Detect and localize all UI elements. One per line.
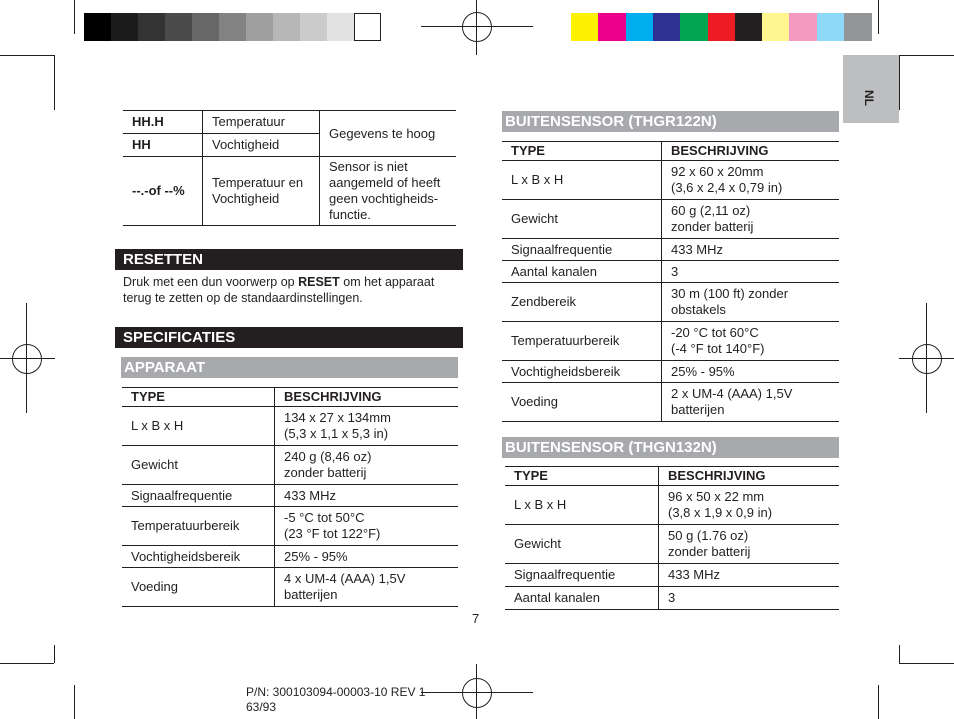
registration-mark-top — [462, 12, 492, 42]
color-swatch — [300, 13, 327, 41]
spec-type: Temperatuurbereik — [502, 322, 662, 361]
spec-value-line2: obstakels — [671, 302, 726, 317]
spec-value — [275, 485, 459, 507]
spec-value-line2: (3,8 x 1,9 x 0,9 in) — [668, 505, 773, 520]
spec-value — [662, 383, 840, 422]
spec-value — [275, 407, 459, 446]
col-header-description: BESCHRIJVING — [275, 388, 459, 407]
table-row — [122, 446, 458, 485]
status-code-table — [123, 110, 456, 226]
table-header-row — [502, 142, 839, 161]
table-row — [123, 111, 456, 134]
spec-value-line1: 433 MHz — [671, 241, 724, 257]
status-label: Vochtigheid — [203, 134, 320, 157]
spec-value-line1: 25% - 95% — [284, 548, 348, 564]
col-header-type: TYPE — [505, 467, 659, 486]
color-swatch — [354, 13, 381, 41]
spec-value-line1: 30 m (100 ft) zonder — [671, 286, 789, 301]
device-spec-table — [122, 387, 458, 607]
spec-value-line2: batterijen — [284, 587, 338, 602]
sheet-number: 63/93 — [246, 700, 277, 714]
spec-value-line2: batterijen — [671, 402, 725, 417]
table-row — [505, 564, 839, 587]
spec-value-line1: 433 MHz — [668, 567, 721, 582]
color-swatch — [111, 13, 138, 41]
status-code: --.-of --% — [123, 157, 203, 226]
color-swatch — [165, 13, 192, 41]
page-number: 7 — [472, 611, 480, 626]
spec-value-line1: 134 x 27 x 134mm — [284, 410, 391, 425]
table-row — [502, 261, 839, 283]
status-code: HH.H — [123, 111, 203, 134]
spec-value-line1: 4 x UM-4 (AAA) 1,5V — [284, 571, 406, 586]
spec-value-line2: zonder batterij — [668, 544, 751, 559]
language-tab — [843, 55, 899, 123]
spec-type: Gewicht — [505, 525, 659, 564]
specifications-heading: SPECIFICATIES — [115, 327, 463, 348]
spec-value — [662, 361, 840, 383]
spec-value — [662, 239, 840, 261]
spec-value-line1: 25% - 95% — [671, 363, 735, 379]
spec-value — [662, 200, 840, 239]
spec-value — [275, 546, 459, 568]
spec-value-line1: 92 x 60 x 20mm — [671, 164, 764, 179]
spec-value-line2: (23 °F tot 122°F) — [284, 526, 381, 541]
table-row — [502, 239, 839, 261]
spec-type: Signaalfrequentie — [505, 564, 659, 587]
color-swatch — [735, 13, 763, 41]
table-row — [123, 157, 456, 226]
table-row — [502, 283, 839, 322]
registration-mark-bottom — [462, 678, 492, 708]
status-label: Temperatuur en Vochtigheid — [203, 157, 320, 226]
color-swatch — [653, 13, 681, 41]
spec-value-line1: 2 x UM-4 (AAA) 1,5V — [671, 386, 793, 401]
color-swatch — [708, 13, 736, 41]
spec-value-line1: 50 g (1.76 oz) — [668, 528, 749, 543]
spec-type: Gewicht — [122, 446, 275, 485]
reset-text-before: Druk met een dun voorwerp op — [123, 275, 299, 289]
table-row — [122, 507, 458, 546]
table-row — [505, 587, 839, 610]
table-row — [502, 322, 839, 361]
color-swatch — [817, 13, 845, 41]
color-swatch — [571, 13, 599, 41]
color-swatch — [192, 13, 219, 41]
spec-type: Voeding — [122, 568, 275, 607]
table-row — [122, 568, 458, 607]
spec-type: L x B x H — [505, 486, 659, 525]
spec-value-line1: 240 g (8,46 oz) — [284, 449, 372, 464]
spec-type: L x B x H — [122, 407, 275, 446]
spec-value — [659, 486, 840, 525]
spec-value — [659, 525, 840, 564]
language-tab-label: NL — [862, 90, 876, 106]
table-header-row — [505, 467, 839, 486]
status-description: Gegevens te hoog — [320, 111, 457, 157]
spec-value — [662, 161, 840, 200]
color-swatch — [138, 13, 165, 41]
spec-type: Aantal kanalen — [505, 587, 659, 610]
spec-type: Gewicht — [502, 200, 662, 239]
spec-type: Vochtigheidsbereik — [502, 361, 662, 383]
table-header-row — [122, 388, 458, 407]
spec-value-line2: zonder batterij — [284, 465, 367, 480]
spec-value — [659, 564, 840, 587]
spec-value-line1: -5 °C tot 50°C — [284, 510, 365, 525]
spec-value — [662, 322, 840, 361]
color-swatch — [246, 13, 273, 41]
spec-value — [275, 446, 459, 485]
col-header-description: BESCHRIJVING — [662, 142, 840, 161]
spec-value — [659, 587, 840, 610]
color-swatch — [762, 13, 790, 41]
registration-mark-left — [12, 344, 42, 374]
table-row — [122, 546, 458, 568]
spec-type: Zendbereik — [502, 283, 662, 322]
sensor1-heading: BUITENSENSOR (THGR122N) — [502, 111, 839, 132]
spec-value-line1: -20 °C tot 60°C — [671, 325, 759, 340]
col-header-type: TYPE — [502, 142, 662, 161]
spec-type: Vochtigheidsbereik — [122, 546, 275, 568]
spec-value — [662, 283, 840, 322]
table-row — [502, 361, 839, 383]
table-row — [122, 407, 458, 446]
spec-type: Temperatuurbereik — [122, 507, 275, 546]
table-row — [502, 200, 839, 239]
status-label: Temperatuur — [203, 111, 320, 134]
reset-text-after: om het apparaat terug te zetten op de standaardinstellingen. — [123, 275, 435, 305]
spec-type: Signaalfrequentie — [502, 239, 662, 261]
sensor1-spec-table — [502, 141, 839, 422]
color-swatch — [219, 13, 246, 41]
spec-type: Voeding — [502, 383, 662, 422]
spec-type: Aantal kanalen — [502, 261, 662, 283]
spec-value-line1: 3 — [668, 590, 676, 605]
spec-type: L x B x H — [502, 161, 662, 200]
registration-mark-right — [912, 344, 942, 374]
color-swatch — [789, 13, 817, 41]
table-row — [505, 486, 839, 525]
sensor2-heading: BUITENSENSOR (THGN132N) — [502, 437, 839, 458]
col-header-description: BESCHRIJVING — [659, 467, 840, 486]
spec-value-line2: zonder batterij — [671, 219, 754, 234]
color-swatch — [626, 13, 654, 41]
part-number: P/N: 300103094-00003-10 REV 1 — [246, 685, 426, 699]
spec-value-line1: 60 g (2,11 oz) — [671, 203, 751, 218]
color-swatch — [844, 13, 872, 41]
spec-value-line2: (3,6 x 2,4 x 0,79 in) — [671, 180, 783, 195]
reset-paragraph — [123, 274, 463, 306]
table-row — [505, 525, 839, 564]
status-code: HH — [123, 134, 203, 157]
spec-value-line1: 3 — [671, 263, 679, 279]
device-heading: APPARAAT — [121, 357, 458, 378]
spec-value-line2: (-4 °F tot 140°F) — [671, 341, 765, 356]
spec-value-line1: 433 MHz — [284, 487, 337, 503]
spec-type: Signaalfrequentie — [122, 485, 275, 507]
status-description: Sensor is niet aangemeld of heeft geen vochtigheids-functie. — [320, 157, 457, 226]
table-row — [502, 161, 839, 200]
reset-text-bold: RESET — [298, 275, 340, 289]
table-row — [122, 485, 458, 507]
spec-value — [275, 568, 459, 607]
spec-value-line2: (5,3 x 1,1 x 5,3 in) — [284, 426, 389, 441]
reset-heading: RESETTEN — [115, 249, 463, 270]
color-swatch — [84, 13, 111, 41]
color-swatch — [680, 13, 708, 41]
sensor2-spec-table — [505, 466, 839, 610]
table-row — [502, 383, 839, 422]
spec-value-line1: 96 x 50 x 22 mm — [668, 489, 765, 504]
color-swatch — [598, 13, 626, 41]
color-swatch — [273, 13, 300, 41]
color-swatch — [327, 13, 354, 41]
spec-value — [662, 261, 840, 283]
col-header-type: TYPE — [122, 388, 275, 407]
spec-value — [275, 507, 459, 546]
